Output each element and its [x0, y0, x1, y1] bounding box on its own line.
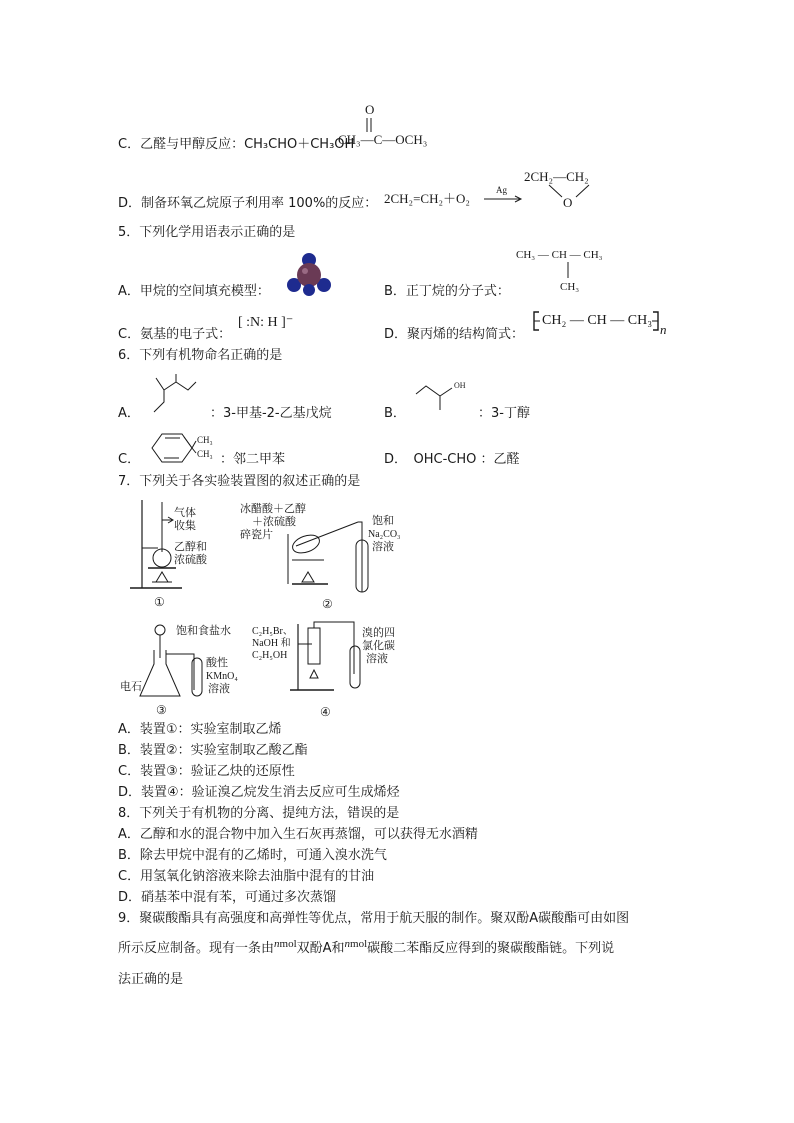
q6-c-name: ：邻二甲苯 [220, 452, 286, 467]
fig1-l4: 浓硫酸 [174, 554, 207, 566]
q8-option-a: A．乙醇和水的混合物中加入生石灰再蒸馏，可以获得无水酒精 [118, 827, 478, 842]
q7-option-b: B．装置②：实验室制取乙酸乙酯 [118, 743, 308, 758]
fig1-l3: 乙醇和 [174, 541, 207, 553]
fig4-l6: 溶液 [366, 653, 388, 665]
q5-option-d: D．聚丙烯的结构简式： [384, 327, 525, 342]
methane-model-image [284, 251, 334, 297]
fig2-l1: 冰醋酸＋乙醇 [240, 503, 306, 515]
fig4-num: ④ [320, 705, 331, 719]
fig3-l3: KMnO₄ [206, 671, 238, 682]
q4-option-c [118, 137, 354, 153]
q5-c-electron-formula: [ :N: H ]⁻ [238, 315, 294, 330]
q7-option-d: D．装置④：验证溴乙烷发生消去反应可生成烯烃 [118, 785, 400, 800]
q9-line2c: 碳酸二苯酯反应得到的聚碳酸酯链。下列说 [367, 941, 615, 956]
q6-c-label: C． [118, 452, 141, 467]
q6-a-label: A． [118, 406, 140, 421]
q6-b-name: ：3-丁醇 [478, 406, 530, 421]
q9-line2b: 双酚A和 [296, 941, 345, 956]
q6-c-benzene-ring [148, 428, 220, 468]
q9-n2: n [344, 938, 351, 950]
fig2-l3: 碎瓷片 [240, 529, 273, 541]
fig1-num: ① [154, 595, 165, 609]
apparatus-1 [124, 496, 234, 610]
q6-stem: 6．下列有机物命名正确的是 [118, 348, 283, 363]
fig3-l2: 酸性 [206, 657, 228, 669]
q6-c-ch3-2: CH₃ [197, 449, 213, 459]
q6-c-ch3-1: CH₃ [197, 435, 213, 445]
q5-b-formula-bottom: CH₃ [560, 281, 580, 293]
q4-d-catalyst: Ag [496, 185, 507, 195]
q6-b-oh: OH [454, 381, 466, 390]
fig2-l6: 溶液 [372, 541, 394, 553]
q4-c-product-structure [338, 98, 438, 150]
q9-line-2 [118, 938, 615, 957]
q6-b-skeletal-structure [412, 374, 472, 418]
fig4-l3: C₂H₅OH [252, 650, 288, 661]
apparatus-3 [120, 620, 250, 718]
q8-option-b: B．除去甲烷中混有的乙烯时，可通入溴水洗气 [118, 848, 387, 863]
q9-line-1: 9．聚碳酸酯具有高强度和高弹性等优点，常用于航天服的制作。聚双酚A碳酸酯可由如图 [118, 911, 630, 926]
q5-option-c: C．氨基的电子式： [118, 327, 232, 342]
q8-stem: 8．下列关于有机物的分离、提纯方法，错误的是 [118, 806, 400, 821]
q5-b-branch-bond [566, 262, 570, 278]
q5-d-n: n [660, 322, 667, 337]
fig2-l2: ＋浓硫酸 [252, 516, 296, 528]
q9-mol1: mol [279, 938, 297, 950]
q9-mol2: mol [350, 938, 368, 950]
q4-option-d [118, 196, 377, 212]
fig4-l2: NaOH 和 [252, 638, 291, 649]
q7-option-c: C．装置③：验证乙炔的还原性 [118, 764, 295, 779]
q8-option-d: D．硝基苯中混有苯，可通过多次蒸馏 [118, 890, 337, 905]
q9-line2a: 所示反应制备。现有一条由 [118, 941, 275, 956]
q9-line-3: 法正确的是 [118, 972, 184, 987]
q5-d-formula: CH₂ — CH — CH₃ [542, 313, 653, 328]
q5-d-polymer-brackets [532, 310, 540, 332]
q7-stem: 7．下列关于各实验装置图的叙述正确的是 [118, 474, 361, 489]
apparatus-2 [238, 500, 408, 612]
fig4-l4: 溴的四 [362, 627, 395, 639]
q6-b-label: B． [384, 406, 406, 421]
fig2-l4: 饱和 [372, 515, 394, 527]
q6-option-d: D． OHC-CHO ：乙醛 [384, 452, 520, 467]
q7-option-a: A．装置①：实验室制取乙烯 [118, 722, 282, 737]
fig2-l5: Na₂CO₃ [368, 529, 401, 540]
fig4-l1: C₂H₅Br、 [252, 626, 293, 637]
q5-b-formula-top: CH₃ — CH — CH₃ [516, 249, 603, 261]
fig3-l4: 溶液 [208, 683, 230, 695]
q8-option-c: C．用氢氧化钠溶液来除去油脂中混有的甘油 [118, 869, 375, 884]
fig3-l5: 电石 [120, 681, 142, 693]
q9-n1: n [274, 938, 280, 950]
apparatus-4 [250, 618, 410, 720]
q4-d-equation [384, 163, 614, 211]
q5-d-polymer-bracket-right [652, 310, 660, 332]
q5-option-a: A．甲烷的空间填充模型： [118, 284, 270, 299]
q5-option-b: B．正丁烷的分子式： [384, 284, 510, 299]
fig2-num: ② [322, 597, 333, 611]
q4-d-reactants: 2CH₂=CH₂＋O₂ [384, 191, 470, 206]
q6-a-name: ：3-甲基-2-乙基戊烷 [210, 406, 332, 421]
q5-stem: 5．下列化学用语表示正确的是 [118, 225, 296, 240]
q4-d-o: O [563, 195, 573, 210]
q4-c-text: C．乙醛与甲醇反应：CH₃CHO＋CH₃OH [118, 137, 355, 152]
q4-d-product: 2CH₂—CH₂ [524, 169, 589, 184]
fig4-l5: 氯化碳 [362, 640, 395, 652]
q6-a-skeletal-structure [150, 372, 200, 418]
fig1-l1: 气体 [174, 507, 196, 519]
fig3-num: ③ [156, 703, 167, 717]
q4-c-o: O [365, 102, 375, 117]
fig3-l1: 饱和食盐水 [176, 625, 231, 637]
q4-d-text: D．制备环氧乙烷原子利用率 100%的反应： [118, 196, 378, 211]
fig1-l2: 收集 [174, 520, 196, 532]
q4-c-product: CH₃—C—OCH₃ [338, 132, 428, 147]
